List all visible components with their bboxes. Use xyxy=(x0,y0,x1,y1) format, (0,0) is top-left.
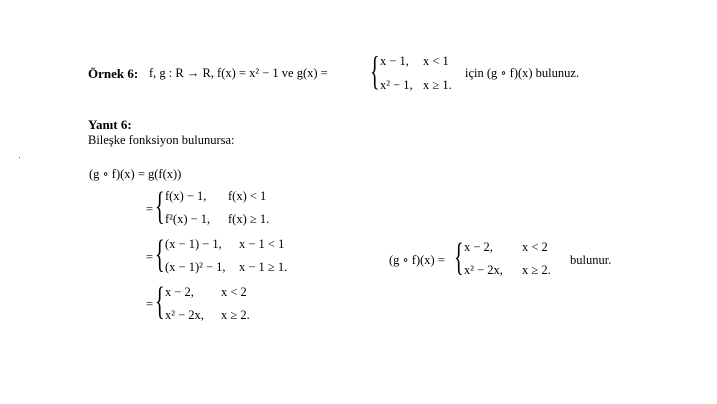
equals-sign: = xyxy=(146,297,154,311)
g-case1-expr: x − 1, xyxy=(380,54,409,68)
step3-case2-cond: x ≥ 2. xyxy=(221,308,250,322)
step2-case2-cond: x − 1 ≥ 1. xyxy=(239,260,288,274)
final-case1-expr: x − 2, xyxy=(464,240,493,254)
brace-icon: { xyxy=(454,237,464,280)
step3-case1-cond: x < 2 xyxy=(221,285,247,299)
equals-sign: = xyxy=(146,202,154,216)
final-lhs: (g ∘ f)(x) = xyxy=(389,253,445,267)
composition-line: (g ∘ f)(x) = g(f(x)) xyxy=(89,167,182,181)
g-case2-cond: x ≥ 1. xyxy=(423,78,452,92)
g-case1-cond: x < 1 xyxy=(423,54,449,68)
example-label: Örnek 6: xyxy=(88,66,139,81)
step1-case2-cond: f(x) ≥ 1. xyxy=(228,212,270,226)
step2-case2-expr: (x − 1)² − 1, xyxy=(165,260,226,274)
brace-icon: { xyxy=(155,281,165,324)
step2-case1-cond: x − 1 < 1 xyxy=(239,237,285,251)
final-suffix: bulunur. xyxy=(570,253,612,267)
g-case2-expr: x² − 1, xyxy=(380,78,413,92)
example-statement-start: f, g : R → R, f(x) = x² − 1 ve g(x) = xyxy=(149,66,328,80)
final-case2-cond: x ≥ 2. xyxy=(522,263,551,277)
step1-case2-expr: f²(x) − 1, xyxy=(165,212,211,226)
brace-icon: { xyxy=(370,50,380,94)
answer-label: Yanıt 6: xyxy=(88,117,132,132)
final-case1-cond: x < 2 xyxy=(522,240,548,254)
answer-intro: Bileşke fonksiyon bulunursa: xyxy=(88,133,235,147)
brace-icon: { xyxy=(155,186,165,229)
example-statement-end: için (g ∘ f)(x) bulunuz. xyxy=(465,66,580,80)
step1-case1-expr: f(x) − 1, xyxy=(165,189,207,203)
step2-case1-expr: (x − 1) − 1, xyxy=(165,237,222,251)
step3-case1-expr: x − 2, xyxy=(165,285,194,299)
final-case2-expr: x² − 2x, xyxy=(464,263,503,277)
brace-icon: { xyxy=(155,234,165,277)
stray-dot xyxy=(19,157,20,158)
equals-sign: = xyxy=(146,250,154,264)
step3-case2-expr: x² − 2x, xyxy=(165,308,204,322)
step1-case1-cond: f(x) < 1 xyxy=(228,189,267,203)
